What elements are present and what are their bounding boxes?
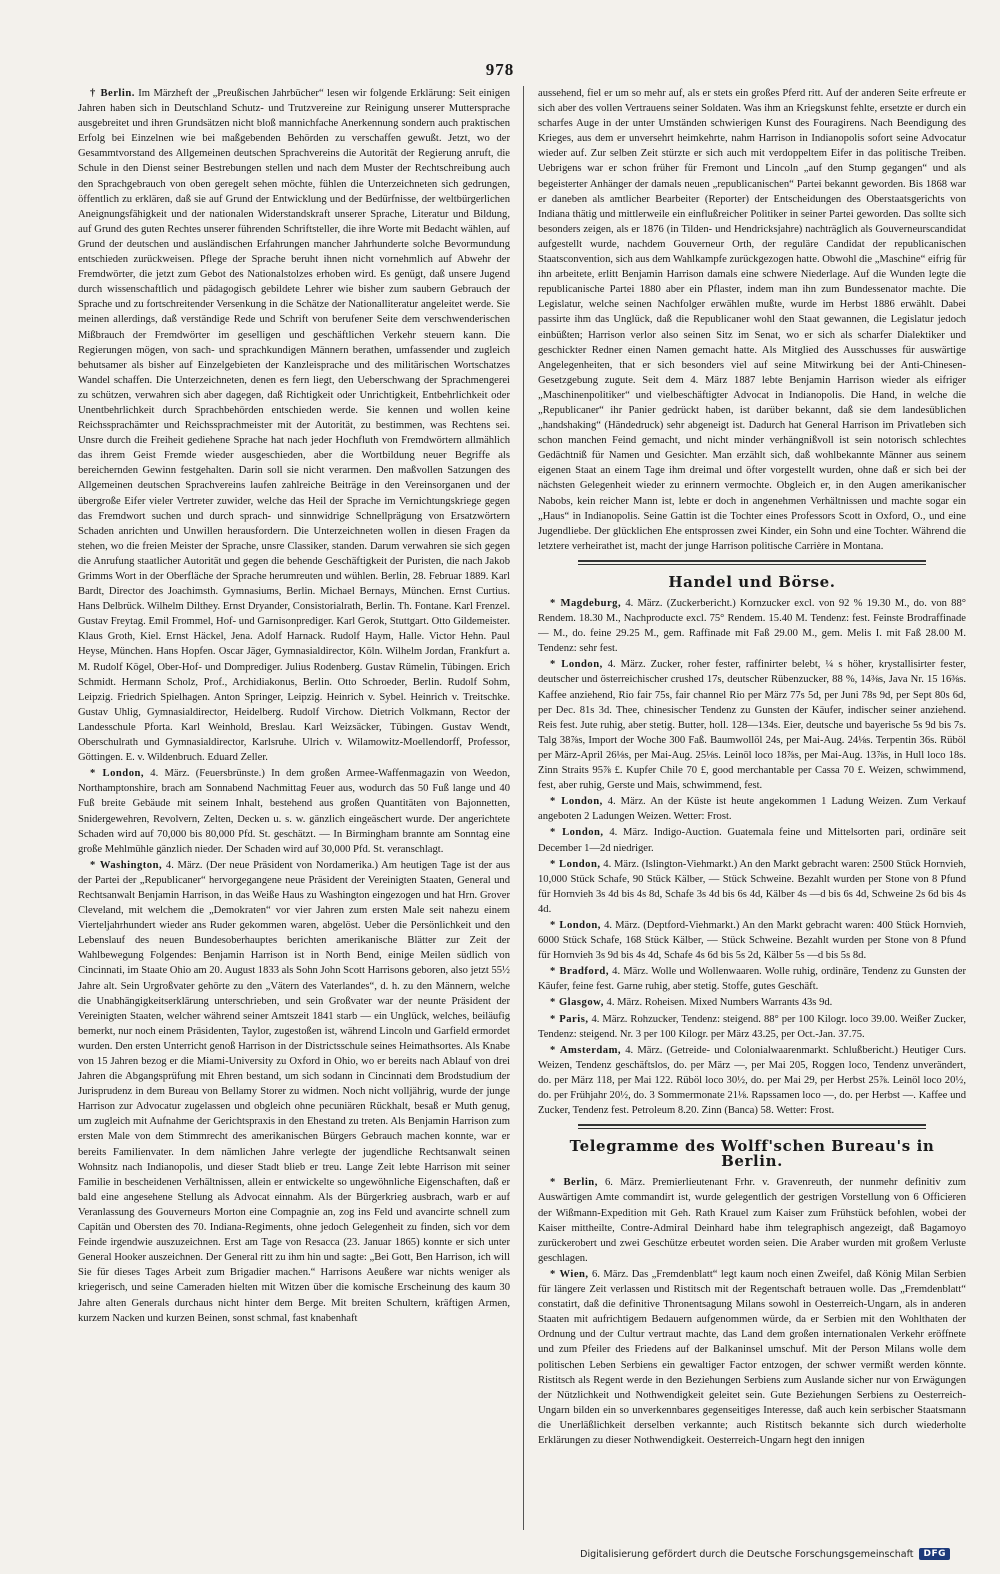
article: [78, 86, 510, 765]
article-continuation: aussehend, fiel er um so mehr auf, als er stets ein großes Pferd ritt. Auf der anderen Seite erfreute er sich aber des vollen Vertrauens seiner Soldaten. Was ihm an Kriegskunst fehlte, ersetzte er durch ein scharfes Auge in der unter Umständen schwierigen Kunst des Fouragirens. Nach Beendigung des Krieges, aus dem er unversehrt heimkehrte, nahm Harrison in Indianopolis sofort seine Advocatur wieder auf. Zur selben Zeit stürzte er sich auch mit verdoppeltem Eifer in das politische Treiben. Uebrigens war er schon früher für Fremont und Lincoln „auf den Stump gegangen“ und als begeisterter Anhänger der damals neuen „republicanischen“ Partei bekannt geworden. Bis 1868 war er daneben als amtlicher Bearbeiter (Reporter) der Entscheidungen des Oberstaatsgerichts von Indiana thätig und mittlerweile ein einflußreicher Politiker in seiner Partei geworden. Das sollte sich besonders zeigen, als er 1876 (in Tilden- und Hendricksjahre) nachträglich als Gouverneurscandidat aufgestellt wurde, nachdem Gouverneur Orth, der reguläre Candidat der republicanischen Staatsconvention, sich aus dem Wahlkampfe zurückgezogen hatte. Obwohl die „Maschine“ eifrig für ihn arbeitete, erlitt Benjamin Harrison damals eine schwere Niederlage. Auf die Wunden legte die republicanische Partei 1880 aber ein Pflaster, indem man ihn zum Bundessenator machte. Die Legislatur, welche seinen Nachfolger erwählen mußte, wurde im Herbst 1886 erwählt. Dabei passirte ihm das Unglück, daß die Republicaner wohl den Staat gewannen, die Legislatur jedoch einbüßten; Harrison verlor also seinen Sitz im Senat, wo er sich als scharfer Dialektiker und geschickter Redner einen Namen gemacht hatte. Als Mitglied des Ausschusses für auswärtige Angelegenheiten, that er sich besonders viel auf seine Mitwirkung bei der Anti-Chinesen-Gesetzgebung zugute. Seit dem 4. März 1887 lebte Benjamin Harrison wieder als eifriger „Maschinenpolitiker“ und vielbeschäftigter Advocat in Indianopolis. Die Hand, in welche die „Republicaner“ ihr Panier gedrückt haben, ist darüber bekannt, daß sie dem landesüblichen „handshaking“ (Händedruck) sehr abgeneigt ist. Dadurch hat General Harrison im Privatleben sich schon manchen Feind gemacht, und nicht minder verhängnißvoll ist sein notorisch schlechtes Gedächtniß für Namen und Gesichter. Man erzählt sich, daß wohlbekannte Männer aus seinem eigenen Staat an einem Tage ihm dreimal und öfter vorgestellt wurden, ohne daß er sich bei der nächsten Gelegenheit wieder zu erinnern vermochte. Obgleich er, in den Augen amerikanischer Nabobs, kein reicher Mann ist, lebte er doch in angenehmen Verhältnissen und machte sogar ein „Haus“ in Indianopolis. Seine Gattin ist die Tochter eines Professors Scott in Oxford, O., und eine Jugendliebe. Der glücklichen Ehe entsprossen zwei Kinder, ein Sohn und eine Tochter. Während die letztere verheirathet ist, macht der junge Harrison politische Carrière in Montana.: [538, 88, 966, 552]
article-body: Im Märzheft der „Preußischen Jahrbücher“ lesen wir folgende Erklärung: Seit einigen Jahren haben sich in Deutschland Schutz- und Trutzvereine zur Reinigung unserer Muttersprache ausgebreitet und ihren Grundsätzen nicht bloß mannichfache Anerkennung sondern auch praktischen Erfolg bei Einzelnen wie bei maßgebenden Behörden zu verschaffen gewußt. Jetzt, wo der Gesammtvorstand des Allgemeinen deutschen Sprachvereins die Autorität der Regierung anruft, die Schule in den Dienst seiner Bestrebungen stellen und nach dem Muster der Rechtschreibung auch den Sprachgebrauch von oben geregelt sehen möchte, fühlen die Unterzeichneten sich gedrungen, öffentlich zu erklären, daß sie auf Grund der Entwicklung und der Bedürfnisse, der weltbürgerlichen Aneignungsfähigkeit und der nationalen Widerstandskraft unserer Sprache, Literatur und Bildung, auf Grund des guten Rechtes unserer führenden Schriftsteller, die ihre Worte mit Bedacht wählen, auf Grund der deutschen und ausländischen Erfahrungen mancher Jahrhunderte solche Bevormundung entschieden zurückweisen. Pflege der Sprache beruht ihnen nicht vornehmlich auf Abwehr der Fremdwörter, die jetzt zum Gebot des Nationalstolzes erhoben wird. Es genügt, daß unsere Jugend durch wissenschaftlich und pädagogisch gebildete Lehrer wie bisher zum saubern Gebrauch der Sprache und zu fortschreitender Versenkung in die Schätze der Nationalliteratur angeleitet werde. Sie meinen allerdings, daß verständige Rede und Schrift von berufener Seite dem verschwenderischen Mißbrauch der Fremdwörter im geselligen und geschäftlichen Verkehr steuern kann. Die Regierungen mögen, von sach- und sprachkundigen Männern berathen, umfassender und zugleich behutsamer als bisher auf Einzelgebieten der Kanzleisprache und des militärischen Wortschatzes Wandel schaffen. Die Unterzeichneten, denen es fern liegt, den Ueberschwang der Sprachmengerei zu schützen, verwahren sich aber dagegen, daß Richtigkeit oder Unrichtigkeit, Entbehrlichkeit oder Unentbehrlichkeit durch Sprachbehörden entschieden werde. Sie kennen und wollen keine Reichssprachämter und Reichssprachmeister mit der Autorität, zu bestimmen, was Rechtens sei. Unsre durch die Freiheit gediehene Sprache hat nach jeder Hochfluth von Fremdwörtern allmählich das ihrem Geist Fremde wieder ausgeschieden, aber die Wortbildung neuer Begriffe als bereichernden Gewinn festgehalten. Darin soll sie nicht verarmen. Den maßvollen Satzungen des Allgemeinen deutschen Sprachvereins laufen zahlreiche Beiträge in den Vereinsorganen und der übergroße Eifer vieler Vertreter zuwider, welche das Heil der Sprache im Vernichtungskriege gegen das Fremdwort suchen und durch sprach- und sinnwidrige Schnellprägung von Ersatzwörtern Schaden anrichten und Unwillen herausfordern. Die Unterzeichneten wollen in diesen Fragen da stehen, wo die freien Meister der Sprache, unsre Classiker, standen. Darum verwahren sie sich gegen die Anrufung staatlicher Autorität und gegen die behende Geschäftigkeit der Puristen, die nach Jakob Grimms Wort in der Oberfläche der Sprache herumreuten und wühlen. Berlin, 28. Februar 1889. Karl Bardt, Director des Joachimsth. Gymnasiums, Berlin. Michael Bernays, München. Ernst Curtius. Hans Delbrück. Wilhelm Dilthey. Ernst Dryander, Consistorialrath, Berlin. Th. Fontane. Karl Frenzel. Gustav Freytag. Emil Frommel, Hof- und Garnisonprediger. Karl Gerok, Stuttgart. Otto Gildemeister. Klaus Groth, Kiel. Ernst Häckel, Jena. Adolf Harnack. Rudolf Haym, Halle. Victor Hehn. Paul Heyse, München. Hans Hopfen. Oscar Jäger, Gymnasialdirector, Köln. Wilhelm Jordan, Frankfurt a. M. Rudolf Kögel, Ober-Hof- und Domprediger. Julius Rodenberg. Gustav Rümelin, Tübingen. Erich Schmidt. Hermann Scholz, Prof., Archidiakonus, Berlin. Otto Schroeder, Berlin. Rudolf Sohm, Leipzig. Friedrich Spielhagen. Anton Springer, Leipzig. Heinrich v. Sybel. Heinrich v. Treitschke. Gustav Uhlig, Gymnasialdirector, Heidelberg. Rudolf Virchow. Dietrich Volkmann, Rector der Landesschule Pforta. Karl Weinhold, Breslau. Karl Weizsäcker, Tübingen. Gustav Wendt, Oberschulrath und Gymnasialdirector, Karlsruhe. Ulrich v. Wilamowitz-Moellendorff, Professor, Göttingen. E. v. Wildenbruch. Eduard Zeller.: [78, 88, 510, 764]
section-divider: [578, 1124, 926, 1129]
section-heading-trade: Handel und Börse.: [668, 572, 836, 591]
trade-item: [538, 857, 966, 917]
page-number: 978: [485, 60, 515, 79]
right-column: [538, 86, 966, 1530]
trade-body: 4. März. (Getreide- und Colonialwaarenmarkt. Schlußbericht.) Heutiger Curs. Weizen, Tendenz geschäftslos, do. per März —, per Mai 205, Roggen loco, Tendenz unverändert, do. per März 118, per Mai 122. Rüböl loco 30½, do. per Mai 29, per Herbst 25⅞. Leinöl loco 20½, do. per Frühjahr 20½, do. 3 Sommermonate 21⅛. Rapssamen loco —, do. per Herbst —. Kaffee und Zucker, Tendenz fest. Petroleum 8.20. Zinn (Banca) 58. Wetter: Frost.: [538, 1044, 966, 1117]
telegram-item: [538, 1267, 966, 1448]
trade-dateline: * London,: [550, 659, 603, 671]
trade-dateline: * London,: [550, 858, 601, 870]
article-dateline: † Berlin.: [90, 88, 135, 99]
trade-body: 4. März. Rohzucker, Tendenz: steigend. 88° per 100 Kilogr. loco 39.00. Weißer Zucker, Tendenz: steigend. Nr. 3 per 100 Kilogr. per März 43.25, per Oct.-Jan. 37.75.: [538, 1013, 966, 1040]
trade-body: 4. März. (Zuckerbericht.) Kornzucker excl. von 92 % 19.30 M., do. von 88° Rendem. 18.30 M., Nachproducte excl. 75° Rendem. 15.40 M. Tendenz: fest. Feinste Brodraffinade — M., do. feine 29.25 M., gem. Raffinade mit Faß 29.00 M., gem. Melis I. mit Faß 28.00 M. Tendenz: sehr fest.: [538, 598, 966, 655]
trade-item: [538, 794, 966, 824]
column-divider: [523, 86, 524, 1530]
trade-dateline: * Amsterdam,: [550, 1044, 622, 1056]
article-body: 4. März. (Feuersbrünste.) In dem großen Armee-Waffenmagazin von Weedon, Northamptonshire, brach am Sonnabend Nachmittag Feuer aus, wodurch das 50 Fuß lange und 40 Fuß breite Gebäude mit seinem Inhalt, bestehend aus großen Quantitäten von Bajonnetten, Snidergewehren, Revolvern, Zelten, Decken u. s. w. gänzlich eingeäschert wurde. Der angerichtete Schaden wird auf 70,000 bis 80,000 Pfd. St. geschätzt. — In Birmingham brannte am Sonntag eine große Mehlmühle gänzlich nieder. Der Schaden wird auf 30,000 Pfd. St. veranschlagt.: [78, 768, 510, 855]
article-body: 4. März. (Der neue Präsident von Nordamerika.) Am heutigen Tage ist der aus der Partei der „Republicaner“ hervorgegangene neue Präsident der Vereinigten Staaten, General und Rechtsanwalt Benjamin Harrison, in das Weiße Haus zu Washington eingezogen und hat Hrn. Grover Cleveland, mit welchem die „Demokraten“ vor vier Jahren zum ersten Male seit nahezu einem Vierteljahrhundert wieder ans Ruder gekommen waren, abgelöst. Ueber die Persönlichkeit und den Lebenslauf des neuen Bundesoberhauptes berichten amerikanische Blätter zur Zeit der Wahlbewegung Folgendes: Benjamin Harrison ist in North Bend, einige Meilen südlich von Cincinnati, im Staate Ohio am 20. August 1833 als Sohn John Scott Harrisons geboren, also jetzt 55½ Jahre alt. Sein Urgroßvater gehörte zu den „Vätern des Vaterlandes“, d. h. zu den Männern, welche die Unabhängigkeitserklärung unterschrieben, und sein Großvater war der neunte Präsident der Vereinigten Staaten, welcher während seiner Amtszeit 1841 starb — ein Unglück, welches, beiläufig bemerkt, nur noch einem Präsidenten, Taylor, zugestoßen ist, während Lincoln und Garfield ermordet wurden. Den ersten Unterricht genoß Harrison in der Districtsschule seines Heimathsortes. Als Knabe von 15 Jahren bezog er die Miami-University zu Oxford in Ohio, wo er bereits nach Ablauf von drei Jahren die Abgangsprüfung mit Ehren bestand, um sich sodann in Cincinnati dem Brodstudium der Jurisprudenz in dem Bureau von Bellamy Storer zu widmen. Noch nicht volljährig, wurde der junge Harrison zur Advocatur zugelassen und obgleich ohne pecuniären Rückhalt, besaß er Muth genug, um zugleich mit Aufnahme der Gerichtspraxis in den Ehestand zu treten. Als Benjamin Harrison zum ersten Male von dem Stimmrecht des amerikanischen Bürgers Gebrauch machen konnte, war er bereits Familienvater. In dem nämlichen Jahre verlegte der jugendliche Rechtsanwalt seinen Wohnsitz nach Indianopolis, und dieser Stadt blieb er treu. Lange Zeit lebte Harrison mit seiner Familie in bescheidenen Verhältnissen, allein er entwickelte so ungewöhnliche Eigenschaften, daß er bald eine angesehene Stellung als Advocat einnahm. Als der Bürgerkrieg ausbrach, warb er auf Veranlassung des Gouverneurs Morton eine Compagnie an, zog ins Feld und avancirte schnell zum Capitän und Obersten des 70. Indiana-Regiments, ohne jedoch Gelegenheit zu finden, sich vor dem Feinde irgendwie auszuzeichnen. Erst am Tage von Resacca (23. Januar 1865) konnte er sich unter General Hooker auszeichnen. Der General ritt zu ihm hin und sagte: „Bei Gott, Ben Harrison, ich will Sie für dieses Tages Arbeit zum Brigadier machen.“ Harrisons Aeußere war nichts weniger als kriegerisch, und seine Cameraden hielten mit Witzen über die komische Erscheinung des kaum 30 Jahre alten Generals durchaus nicht hinter dem Berge. Mit breiten Schultern, kräftigen Armen, kurzem Nacken und kurzen Beinen, sonst schmal, fast knabenhaft: [78, 859, 510, 1324]
trade-body: 4. März. (Deptford-Viehmarkt.) An den Markt gebracht waren: 400 Stück Hornvieh, 6000 Stück Schafe, 168 Stück Kälber, — Stück Schweine. Bezahlt wurden per Stone von 8 Pfund für Hornvieh 3s 9d bis 4s 4d, Schafe 4s 6d bis 5s 2d, Kälber 5s —d bis 5s 8d.: [538, 919, 966, 962]
article-dateline: * Washington,: [90, 859, 163, 871]
trade-body: 4. März. An der Küste ist heute angekommen 1 Ladung Weizen. Zum Verkauf angeboten 2 Ladungen Weizen. Wetter: Frost.: [538, 796, 966, 823]
trade-item: [538, 1012, 966, 1042]
telegram-dateline: * Wien,: [550, 1268, 589, 1280]
trade-dateline: * Bradford,: [550, 966, 609, 978]
trade-dateline: * Glasgow,: [550, 997, 604, 1009]
trade-dateline: * Paris,: [550, 1013, 589, 1025]
section-heading-telegrams: Telegramme des Wolff'schen Bureau's in Berlin.: [569, 1137, 935, 1171]
telegram-dateline: * Berlin,: [550, 1177, 598, 1189]
trade-item: [538, 657, 966, 793]
article: [78, 858, 510, 1326]
article-dateline: * London,: [90, 768, 145, 780]
trade-items: [538, 596, 966, 1118]
trade-dateline: * London,: [550, 796, 603, 808]
trade-item: [538, 918, 966, 963]
credit-text: Digitalisierung gefördert durch die Deutsche Forschungsgemeinschaft: [580, 1548, 914, 1560]
telegram-body: 6. März. Premierlieutenant Frhr. v. Gravenreuth, der nunmehr definitiv zum Auswärtigen Amte commandirt ist, wurde gelegentlich der gestrigen Vorstellung von 6 Officieren der Wißmann-Expedition mit Geh. Rath Krauel zum Kaiser zum Frühstück befohlen, wobei der Kaiser mittheilte, Contre-Admiral Deinhard habe ihm telegraphisch angezeigt, daß Bagamoyo zurückerobert und zwei Geschütze erbeutet worden seien. Die Araber wurden mit großem Verluste geschlagen.: [538, 1177, 966, 1264]
trade-dateline: * London,: [550, 919, 601, 931]
trade-item: [538, 995, 966, 1010]
telegram-items: [538, 1175, 966, 1448]
trade-body: 4. März. Indigo-Auction. Guatemala feine und Mittelsorten pari, ordinäre seit December 1—2d niedriger.: [538, 827, 966, 854]
digitization-credit: [580, 1548, 950, 1560]
telegram-body: 6. März. Das „Fremdenblatt“ legt kaum noch einen Zweifel, daß König Milan Serbien für längere Zeit verlassen und Ristitsch mit der Regentschaft betrauen wolle. Das „Fremdenblatt“ constatirt, daß die definitive Thronentsagung Milans sowohl in Oesterreich-Ungarn, als in anderen Staaten mit aufrichtigem Bedauern aufgenommen würde, da er Serbien mit den Wohlthaten der Ordnung und der Cultur vertraut machte, das Land dem großen internationalen Verkehr eröffnete und zum Pfeiler des Friedens auf der Balkaninsel umschuf. Mit der Person Milans wolle dem politischen Leben Serbiens ein gewaltiger Factor entzogen, der schwer vermißt werden könnte. Ristitsch als Regent werde in den Beziehungen Serbiens zum Auslande sicher nur von Erwägungen der Nützlichkeit und Nothwendigkeit geleitet sein. Gute Beziehungen Serbiens zu Oesterreich-Ungarn bilden ein so unverkennbares gegenseitiges Interesse, daß auch kein serbischer Staatsmann die Unerläßlichkeit derselben verkannte; auch Ristitsch bekannte sich durch wiederholte Erklärungen zu dieser Nothwendigkeit. Oesterreich-Ungarn hegt den innigen: [538, 1268, 966, 1446]
left-column: [78, 86, 510, 1530]
telegram-item: [538, 1175, 966, 1266]
trade-body: 4. März. Wolle und Wollenwaaren. Wolle ruhig, ordinäre, Tendenz zu Gunsten der Käufer, feine fest. Garne ruhig, aber stetig. Stoffe, gutes Geschäft.: [538, 966, 966, 993]
trade-body: 4. März. (Islington-Viehmarkt.) An den Markt gebracht waren: 2500 Stück Hornvieh, 10,000 Stück Schafe, 90 Stück Kälber, — Stück Schweine. Bezahlt wurden per Stone von 8 Pfund für Hornvieh 3s 4d bis 4s 8d, Schafe 3s 4d bis 6s 4d, Kälber 4s —d bis 6s 4d, Schweine 2s 6d bis 4s 4d.: [538, 858, 966, 915]
dfg-logo: DFG: [919, 1548, 950, 1560]
trade-dateline: * London,: [550, 827, 604, 839]
trade-body: 4. März. Zucker, roher fester, raffinirter belebt, ¼ s höher, krystallisirter fester, deutscher und österreichischer crushed 17s, deutscher Rübenzucker, 88 %, 14⅜s, Java Nr. 15 16⅜s. Kaffee anziehend, Rio fair 75s, fair channel Rio per März 77s 5d, per Juni 78s 9d, per Sept 80s 6d, per Dec. 81s 3d. Thee, chinesischer Tendenz zu Gunsten der Käufer, indischer seiner anziehend. Reis fest. Jute ruhig, aber stetig. Butter, holl. 128—134s. Eier, deutsche und bayerische 5s 9d bis 7s. Talg 38⅞s, Import der Woche 300 Faß. Baumwollöl 24s, per Mai-Aug. 24⅛s. Terpentin 36s. Rüböl per März-April 26⅛s, per Mai-Aug. 25⅛s. Leinöl loco 18⅞s, per Mai-Aug. 13⅞s, in Hull loco 18s. Zinn Straits 95⅞ £. Kupfer Chile 70 £, good merchantable per Cassa 70 £. Weizen, schwimmend, fest, aber ruhig, Gerste und Mais, schwimmend, fest.: [538, 659, 966, 792]
section-divider: [578, 560, 926, 565]
trade-item: [538, 964, 966, 994]
trade-item: [538, 596, 966, 656]
trade-dateline: * Magdeburg,: [550, 598, 622, 609]
trade-body: 4. März. Roheisen. Mixed Numbers Warrants 43s 9d.: [606, 997, 833, 1009]
article: [78, 766, 510, 857]
trade-item: [538, 825, 966, 855]
trade-item: [538, 1043, 966, 1118]
